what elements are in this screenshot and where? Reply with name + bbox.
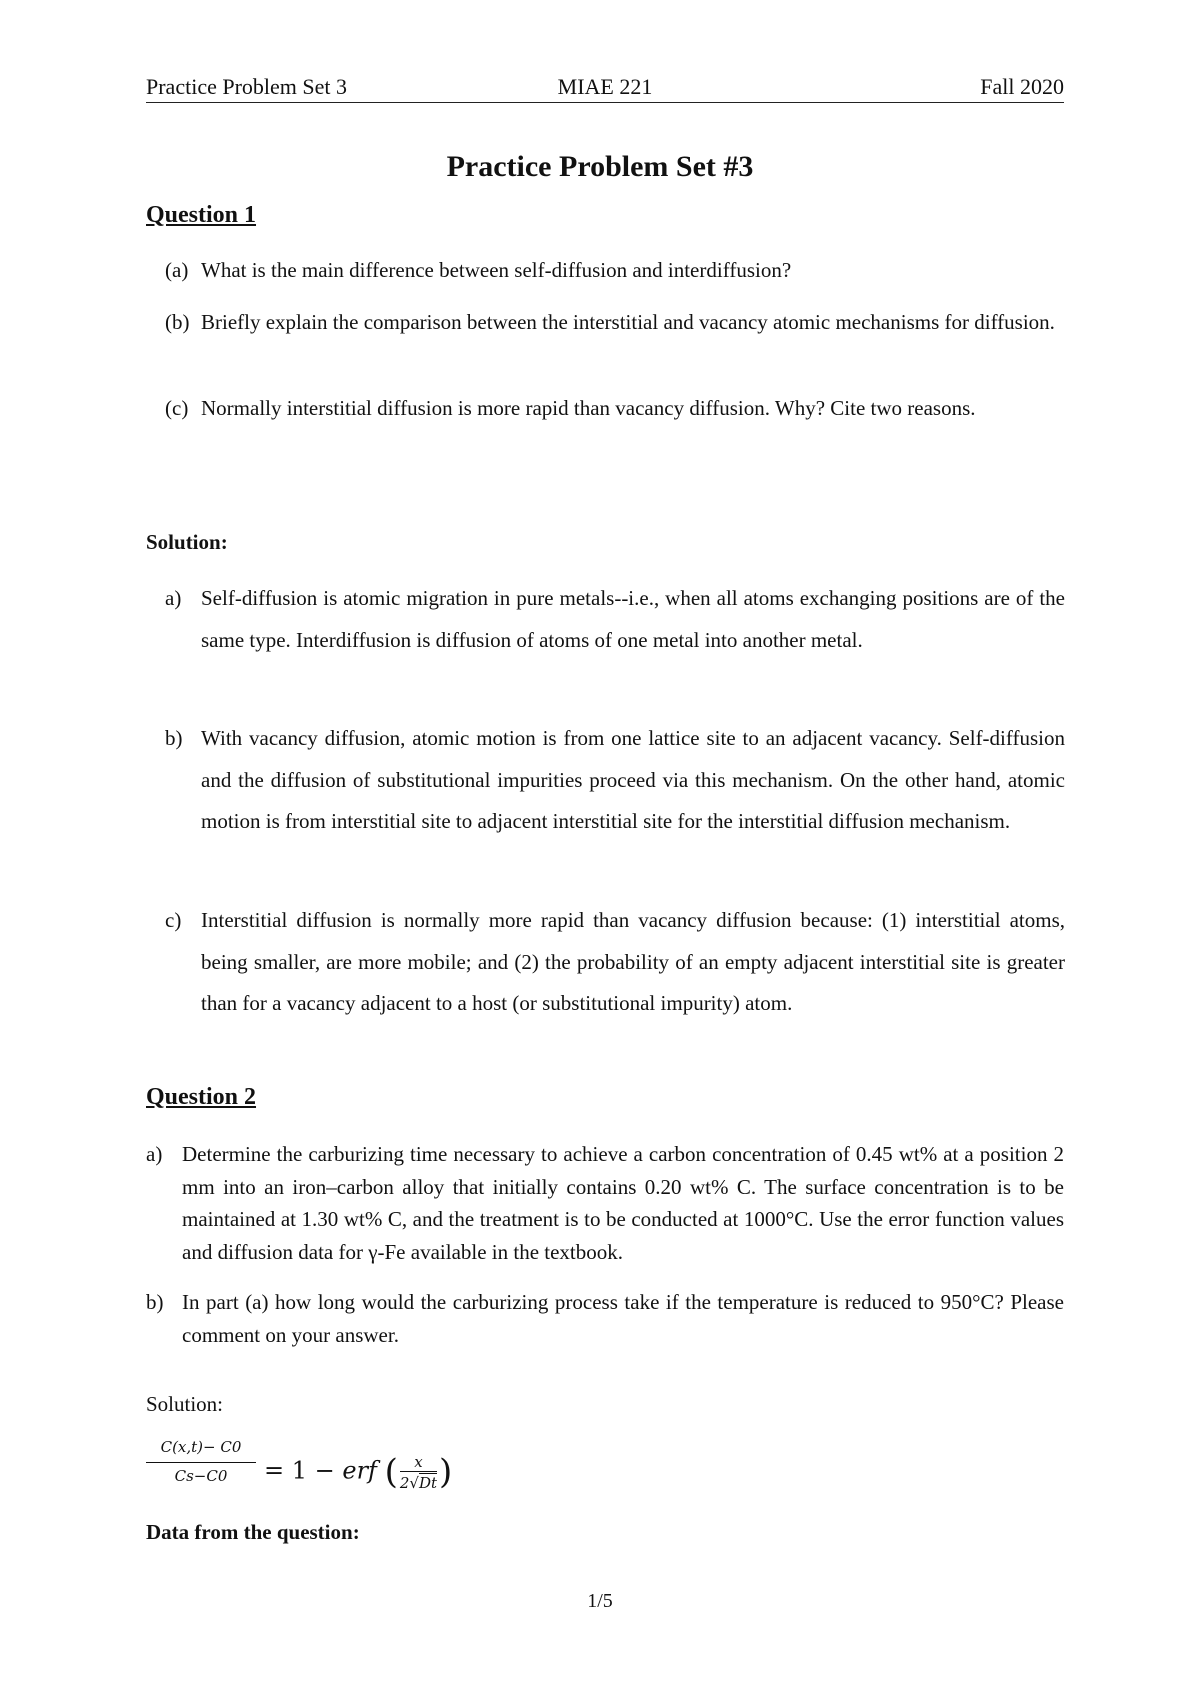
q1-solution-a (165, 578, 1065, 661)
header-left: Practice Problem Set 3 (146, 74, 348, 99)
item-text: What is the main difference between self-diffusion and interdiffusion? (201, 258, 792, 282)
q2-solution-heading: Solution: (146, 1392, 224, 1416)
question-1-heading: Question 1 (146, 202, 257, 228)
formula-erf: erf (342, 1456, 377, 1485)
q1-part-b (165, 302, 1065, 344)
error-function-formula (146, 1438, 486, 1502)
formula-arg-denominator (400, 1472, 437, 1492)
right-paren-icon: ) (439, 1452, 453, 1492)
left-paren-icon: ( (384, 1452, 398, 1492)
item-text: Briefly explain the comparison between the interstitial and vacancy atomic mechanisms for diffusion. (201, 310, 1055, 334)
formula-erf-argument (400, 1453, 437, 1492)
item-text: Determine the carburizing time necessary to achieve a carbon concentration of 0.45 wt% at a position 2 mm into an iron–carbon alloy that initially contains 0.20 wt% C. The surface concentration is to be maintained at 1.30 wt% C, and the treatment is to be conducted at 1000°C. Use the error function values and diffusion data for γ-Fe available in the textbook. (182, 1142, 1064, 1264)
q2-part-b (146, 1286, 1064, 1351)
item-label: (b) (165, 310, 190, 334)
q2-part-a (146, 1138, 1064, 1268)
q1-solution-c (165, 900, 1065, 1025)
item-text: With vacancy diffusion, atomic motion is from one lattice site to an adjacent vacancy. Self-diffusion and the diffusion of substitutional impurities proceed via this mechanism. On the other hand, atomic motion is from interstitial site to adjacent interstitial site for the interstitial diffusion mechanism. (201, 726, 1065, 833)
item-label: (c) (165, 396, 189, 420)
formula-arg-sqrt: Dt (418, 1473, 438, 1492)
header-course: MIAE 221 (557, 74, 653, 99)
header-term: Fall 2020 (980, 74, 1064, 99)
item-label: a) (146, 1142, 163, 1166)
q1-solution-b (165, 718, 1065, 843)
item-text: Self-diffusion is atomic migration in pure metals--i.e., when all atoms exchanging positions are of the same type. Interdiffusion is diffusion of atoms of one metal into another metal. (201, 586, 1065, 652)
item-text: Normally interstitial diffusion is more rapid than vacancy diffusion. Why? Cite two reasons. (201, 396, 976, 420)
formula-lhs-denominator: Cs−C0 (174, 1467, 228, 1485)
item-text: In part (a) how long would the carburizing process take if the temperature is reduced to 950°C? Please comment on your answer. (182, 1290, 1064, 1347)
data-heading: Data from the question: (146, 1520, 360, 1544)
formula-arg-numerator: x (400, 1453, 437, 1472)
formula-rhs-prefix: = 1 − (264, 1456, 343, 1485)
q1-part-c (165, 388, 1065, 430)
item-label: (a) (165, 258, 189, 282)
q1-part-a (165, 250, 1065, 292)
q1-solution-heading: Solution: (146, 530, 228, 554)
item-label: c) (165, 908, 182, 932)
formula-lhs-numerator: C(x,t)− C0 (146, 1438, 256, 1463)
formula-rhs (264, 1452, 452, 1492)
formula-lhs-fraction (146, 1438, 256, 1485)
item-label: b) (165, 726, 183, 750)
page-number: 1/5 (587, 1590, 613, 1612)
formula-arg-coef: 2 (399, 1473, 410, 1492)
item-label: b) (146, 1290, 164, 1314)
sqrt-icon: √ (409, 1473, 419, 1492)
item-text: Interstitial diffusion is normally more rapid than vacancy diffusion because: (1) interstitial atoms, being smaller, are more mobile; and (2) the probability of an empty adjacent interstitial site is greater than for a vacancy adjacent to a host (or substitutional impurity) atom. (201, 908, 1065, 1015)
item-label: a) (165, 586, 182, 610)
page-header (146, 72, 1064, 103)
question-2-heading: Question 2 (146, 1084, 257, 1110)
page-title: Practice Problem Set #3 (446, 150, 754, 183)
